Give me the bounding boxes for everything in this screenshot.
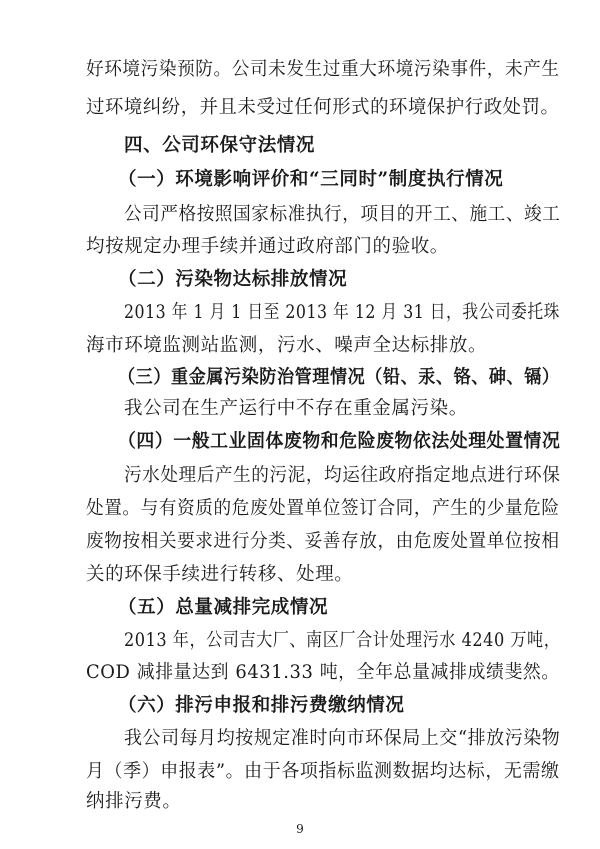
body-text-line: 月（季）申报表”。由于各项指标监测数据均达标，无需缴 <box>86 761 560 782</box>
subsection-heading: （三）重金属污染防治管理情况（铅、汞、铬、砷、镉） <box>118 367 560 388</box>
body-text-line: 废物按相关要求进行分类、妥善存放，由危废处置单位按相 <box>86 531 560 552</box>
subsection-heading: （一）环境影响评价和“三同时”制度执行情况 <box>118 169 504 190</box>
body-text-line: 2013 年 1 月 1 日至 2013 年 12 月 31 日，我公司委托珠 <box>124 302 560 323</box>
page-number: 9 <box>296 822 304 836</box>
body-text-line: 纳排污费。 <box>86 791 182 812</box>
body-text-line: 好环境污染预防。公司未发生过重大环境污染事件，未产生 <box>86 59 560 80</box>
body-text-line: 我公司在生产运行中不存在重金属污染。 <box>124 398 468 419</box>
subsection-heading: （二）污染物达标排放情况 <box>118 269 348 290</box>
body-text-line: COD 减排量达到 6431.33 吨，全年总量减排成绩斐然。 <box>86 662 560 683</box>
body-text-line: 关的环保手续进行转移、处理。 <box>86 564 354 585</box>
section-heading: 四、公司环保守法情况 <box>124 135 316 156</box>
body-text-line: 海市环境监测站监测，污水、噪声全达标排放。 <box>86 335 488 356</box>
body-text-line: 2013 年，公司吉大厂、南区厂合计处理污水 4240 万吨， <box>124 630 561 651</box>
body-text-line: 我公司每月均按规定准时向市环保局上交“排放污染物 <box>124 728 561 749</box>
body-text-line: 处置。与有资质的危废处置单位签订合同，产生的少量危险 <box>86 498 560 519</box>
body-text-line: 公司严格按照国家标准执行，项目的开工、施工、竣工 <box>124 204 561 225</box>
body-text-line: 污水处理后产生的污泥，均运往政府指定地点进行环保 <box>124 465 561 486</box>
subsection-heading: （六）排污申报和排污费缴纳情况 <box>118 695 405 716</box>
subsection-heading: （五）总量减排完成情况 <box>118 597 329 618</box>
body-text-line: 均按规定办理手续并通过政府部门的验收。 <box>86 236 449 257</box>
body-text-line: 过环境纠纷，并且未受过任何形式的环境保护行政处罚。 <box>86 97 560 118</box>
subsection-heading: （四）一般工业固体废物和危险废物依法处理处置情况 <box>118 431 561 452</box>
